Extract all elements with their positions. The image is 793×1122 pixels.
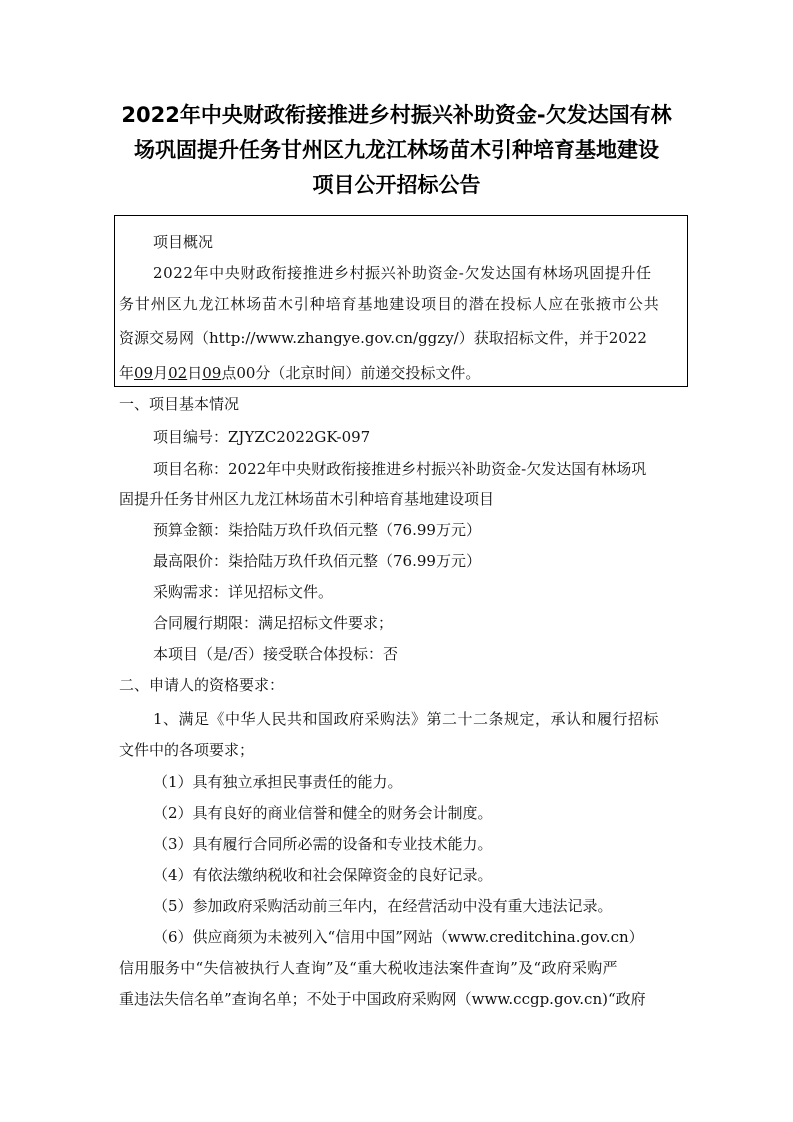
requirement-4: （3）具有履行合同所必需的设备和专业技术能力。: [153, 835, 493, 853]
deadline-day-unit: 日: [187, 364, 203, 382]
budget-amount: 预算金额：柒拾陆万玖仟玖佰元整（76.99万元）: [153, 521, 481, 539]
title-line-3: 项目公开招标公告: [312, 173, 481, 197]
section1-heading: 一、项目基本情况: [119, 395, 240, 413]
deadline-day: 02: [168, 364, 188, 382]
deadline-suffix: 点00分（北京时间）前递交投标文件。: [221, 364, 481, 382]
overview-line-2: 务甘州区九龙江林场苗木引种培育基地建设项目的潜在投标人应在张掖市公共: [119, 295, 660, 313]
overview-line-4: [119, 363, 480, 383]
contract-period: 合同履行期限：满足招标文件要求；: [153, 614, 394, 632]
max-price: 最高限价：柒拾陆万玖仟玖佰元整（76.99万元）: [153, 552, 481, 570]
requirement-2: （1）具有独立承担民事责任的能力。: [153, 773, 403, 791]
project-name-line-2: 固提升任务甘州区九龙江林场苗木引种培育基地建设项目: [119, 490, 495, 508]
project-name-line-1: 项目名称：2022年中央财政衔接推进乡村振兴补助资金-欠发达国有林场巩: [153, 460, 647, 478]
consortium-bidding: 本项目（是/否）接受联合体投标：否: [153, 645, 399, 663]
requirement-1-line-1: 1、满足《中华人民共和国政府采购法》第二十二条规定，承认和履行招标: [153, 710, 660, 728]
procurement-demand: 采购需求：详见招标文件。: [153, 583, 334, 601]
title-line-1: 2022年中央财政衔接推进乡村振兴补助资金-欠发达国有林: [121, 103, 672, 127]
requirement-5: （4）有依法缴纳税收和社会保障资金的良好记录。: [153, 866, 493, 884]
project-number: 项目编号：ZJYZC2022GK-097: [153, 428, 371, 446]
requirement-7-line-3: 重违法失信名单”查询名单；不处于中国政府采购网（www.ccgp.gov.cn)“政府: [119, 990, 646, 1008]
requirement-6: （5）参加政府采购活动前三年内，在经营活动中没有重大违法记录。: [153, 897, 613, 915]
document-title: [0, 98, 793, 203]
overview-line-3: 资源交易网（http://www.zhangye.gov.cn/ggzy/）获取招标文件，并于2022: [119, 329, 647, 347]
section2-heading: 二、申请人的资格要求：: [119, 676, 285, 694]
deadline-prefix: 年: [119, 364, 135, 382]
overview-line-1: 2022年中央财政衔接推进乡村振兴补助资金-欠发达国有林场巩固提升任: [153, 264, 652, 282]
title-line-2: 场巩固提升任务甘州区九龙江林场苗木引种培育基地建设: [134, 138, 659, 162]
requirement-7-line-1: （6）供应商须为未被列入“信用中国”网站（www.creditchina.gov.cn）: [153, 928, 644, 946]
deadline-hour: 09: [202, 364, 222, 382]
deadline-month: 09: [134, 364, 154, 382]
overview-heading: 项目概况: [153, 233, 214, 251]
requirement-3: （2）具有良好的商业信誉和健全的财务会计制度。: [153, 804, 493, 822]
requirement-1-line-2: 文件中的各项要求；: [119, 741, 255, 759]
deadline-month-unit: 月: [153, 364, 169, 382]
requirement-7-line-2: 信用服务中“失信被执行人查询”及“重大税收违法案件查询”及“政府采购严: [119, 959, 618, 977]
